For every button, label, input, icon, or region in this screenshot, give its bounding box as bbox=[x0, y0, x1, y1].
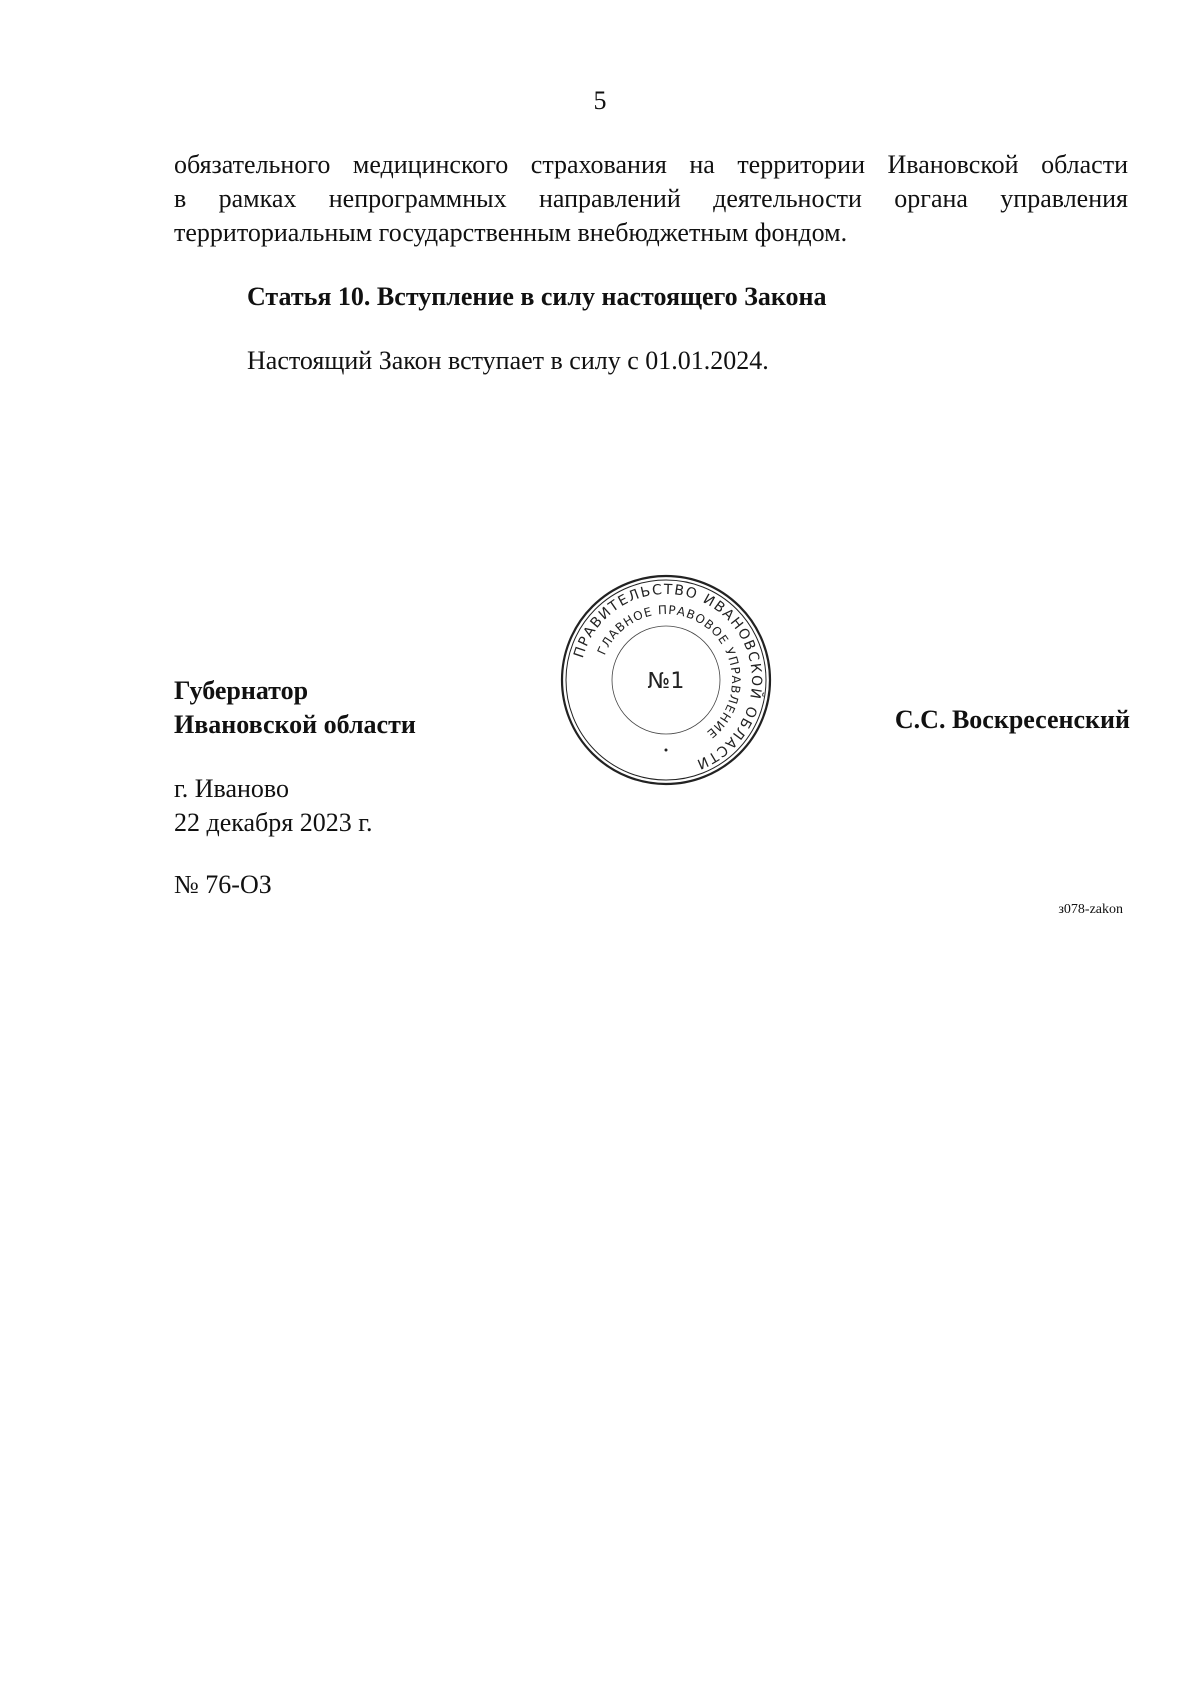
document-code: з078-zakon bbox=[1058, 902, 1123, 917]
official-stamp bbox=[558, 572, 774, 788]
stamp-center-number: №1 bbox=[647, 669, 685, 694]
date: 22 декабря 2023 г. bbox=[174, 808, 373, 837]
intro-line-2: в рамках непрограммных направлений деятельности органа управления bbox=[174, 184, 1128, 213]
signer-name: С.С. Воскресенский bbox=[894, 705, 1130, 734]
governor-title: Губернатор bbox=[174, 676, 309, 705]
stamp-inner-text: ГЛАВНОЕ ПРАВОВОЕ УПРАВЛЕНИЕ bbox=[594, 602, 744, 742]
law-number: № 76-ОЗ bbox=[174, 870, 272, 899]
intro-paragraph bbox=[174, 148, 1128, 250]
stamp-outer-text: ПРАВИТЕЛЬСТВО ИВАНОВСКОЙ ОБЛАСТИ bbox=[571, 581, 765, 773]
intro-line-1: обязательного медицинского страхования на территории Ивановской области bbox=[174, 150, 1128, 179]
governor-region: Ивановской области bbox=[174, 710, 416, 739]
article-text: Настоящий Закон вступает в силу с 01.01.2024. bbox=[247, 346, 769, 375]
intro-line-3: территориальным государственным внебюджетным фондом. bbox=[174, 218, 848, 247]
city: г. Иваново bbox=[174, 774, 289, 803]
page-number: 5 bbox=[593, 86, 607, 115]
article-title: Статья 10. Вступление в силу настоящего Закона bbox=[247, 282, 827, 311]
